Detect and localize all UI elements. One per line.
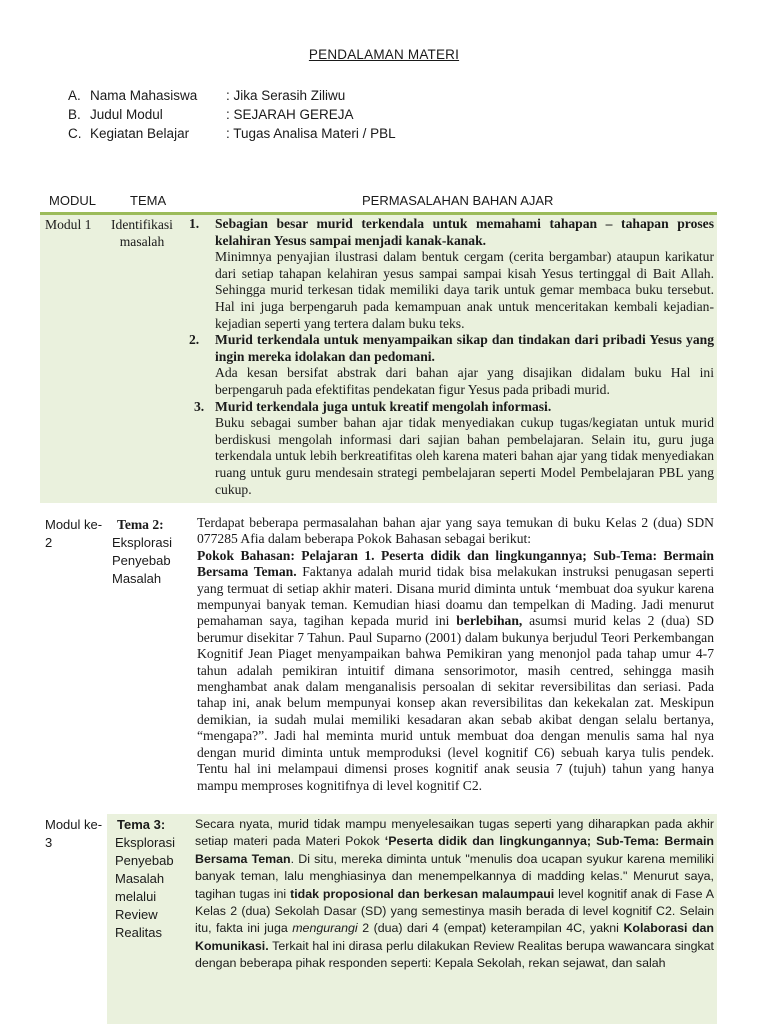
row3-tema-cell bbox=[112, 816, 192, 942]
row3-text-4: 2 (dua) dari 4 (empat) keterampilan 4C, yakni bbox=[357, 921, 624, 936]
row2-paragraph bbox=[197, 548, 714, 794]
identity-key: Nama Mahasiswa bbox=[90, 88, 198, 103]
header-permasalahan: PERMASALAHAN BAHAN AJAR bbox=[362, 193, 554, 208]
item-number: 2. bbox=[189, 332, 200, 348]
row2-bold-1: Pokok Bahasan: Pelajaran 1. Peserta didik dan lingkungannya; Sub-Tema: Bermain Bersama Teman. bbox=[197, 547, 714, 580]
row2-text-2: asumsi murid kelas 2 (dua) SD berumur disekitar 7 Tahun. Paul Suparno (2001) dalam bukunya berjudul Teori Perkembangan Kognitif Jean Piaget menyampaikan bahwa Pemikiran yang menonjol pada tahap umur 4-7 tahun adalah pemikiran intuitif dimana sensorimotor, masih centred, sehingga masih menghambat anak dalam menganalisis persoalan di sekitar reversibilitas dan seriasi. Pada tahap ini, anak belum mempunyai konsep akan reversibilitas dan kekekalan zat. Meskipun demikian, ia sudah mulai memiliki kesadaran akan sebab akibat dengan selalu bertanya, “mengapa?”. Jadi hal meminta murid untuk membuat doa dengan menulis sama hal nya dengan murid diminta untuk memproduksi (level kognitif C6) sebuah karya tulis pendek. Tentu hal ini melampaui dimensi proses kognitif anak seusia 7 (tujuh) tahun yang hanya mampu memproses kognitifnya di level kognitif C2. bbox=[197, 613, 714, 793]
row3-modul: Modul ke-3 bbox=[45, 817, 103, 850]
row2-tema-title: Tema 2: bbox=[117, 517, 164, 532]
table-row-modul-2 bbox=[40, 514, 717, 814]
identity-row-kegiatan bbox=[68, 124, 396, 143]
item-number: 1. bbox=[189, 216, 200, 231]
row3-content bbox=[195, 816, 714, 973]
row3-tema: Eksplorasi Penyebab Masalah melalui Review Realitas bbox=[115, 835, 175, 940]
row1-tema: Identifikasi masalah bbox=[111, 217, 173, 249]
page-title: PENDALAMAN MATERI bbox=[308, 47, 460, 62]
item-body: Ada kesan bersifat abstrak dari bahan ajar yang disajikan didalam buku Hal ini berpengaruh pada efektifitas pendekatan figur Yesus pada pribadi murid. bbox=[215, 365, 714, 397]
row3-text-1: Secara nyata, murid tidak mampu menyelesaikan tugas seperti yang diharapkan pada akhir setiap materi pada Materi Pokok bbox=[195, 817, 714, 849]
table-row-modul-3 bbox=[40, 814, 717, 1024]
row2-tema-cell bbox=[112, 516, 192, 588]
row2-tema: Eksplorasi Penyebab Masalah bbox=[112, 535, 172, 586]
problem-item-3 bbox=[194, 398, 714, 499]
row2-text-1: Faktanya adalah murid tidak bisa melakukan instruksi penugasan seperti yang termuat di setiap akhir materi. Disana murid diminta untuk ‘membuat doa syukur karena mempunyai banyak teman. Kemudian hiasi doamu dan tempelkan di Mading. Jadi menurut pemahaman saya, tagihan kepada murid ini bbox=[197, 564, 714, 629]
identity-letter: B. bbox=[68, 107, 81, 122]
identity-letter: A. bbox=[68, 88, 81, 103]
row2-intro: Terdapat beberapa permasalahan bahan ajar yang saya temukan di buku Kelas 2 (dua) SDN 077285 Afia dalam beberapa Pokok Bahasan sebagai berikut: bbox=[197, 515, 714, 547]
identity-key: Kegiatan Belajar bbox=[90, 126, 190, 141]
row1-modul: Modul 1 bbox=[45, 217, 92, 232]
identity-key: Judul Modul bbox=[90, 107, 163, 122]
identity-value: : Tugas Analisa Materi / PBL bbox=[226, 126, 396, 141]
row3-text-3: level kognitif anak di Fase A Kelas 2 (dua) Sekolah Dasar (SD) yang semestinya masih berada di level kognitif C2. Selain itu, fakta ini juga bbox=[195, 886, 714, 936]
row2-content bbox=[197, 515, 714, 794]
row2-bold-2: berlebihan, bbox=[456, 613, 523, 629]
identity-letter: C. bbox=[68, 126, 82, 141]
item-heading: Murid terkendala untuk menyampaikan sikap dan tindakan dari pribadi Yesus yang ingin mereka idolakan dan pedomani. bbox=[215, 332, 714, 364]
identity-row-nama bbox=[68, 86, 396, 105]
item-body: Buku sebagai sumber bahan ajar tidak menyediakan cukup tugas/kegiatan untuk murid berdiskusi mengolah informasi dari sajian bahan pembelajaran. Selain itu, guru juga terkendala untuk lebih berkreatifitas oleh karena materi bahan ajar yang tidak menyediakan ruang untuk guru mendesain strategi pembelajaran seperti Model Pembelajaran PBL yang cukup. bbox=[215, 415, 714, 497]
row1-content bbox=[189, 216, 714, 498]
identity-row-judul bbox=[68, 105, 396, 124]
row3-text-5: Terkait hal ini dirasa perlu dilakukan Review Realitas berupa wawancara singkat dengan beberapa pihak responden seperti: Kepala Sekolah, rekan sejawat, dan salah bbox=[195, 938, 714, 971]
header-modul: MODUL bbox=[49, 193, 96, 208]
identity-value: : SEJARAH GEREJA bbox=[226, 107, 354, 122]
problem-item-1 bbox=[189, 216, 714, 332]
row3-bold-2: tidak proposional dan berkesan malaumpaui bbox=[290, 886, 555, 901]
problem-item-2 bbox=[189, 332, 714, 398]
row3-italic-1: mengurangi bbox=[292, 921, 358, 936]
item-number: 3. bbox=[194, 398, 205, 414]
header-tema: TEMA bbox=[130, 193, 167, 208]
item-body: Minimnya penyajian ilustrasi dalam bentuk cergam (cerita bergambar) ataupun karikatur dari setiap tahapan kelahiran yesus sampai sampai kisah Yesus tertinggal di Bait Allah. Sehingga murid terkesan tidak memiliki daya tarik untuk gemar membaca buku tersebut. Hal ini juga berpengaruh pada kemampuan anak untuk menceritakan kembali kejadian-kejadian seperti yang tertera dalam buku teks. bbox=[215, 249, 714, 331]
item-heading: Murid terkendala juga untuk kreatif mengolah informasi. bbox=[215, 398, 552, 414]
row3-tema-title: Tema 3: bbox=[117, 817, 166, 832]
table-row-modul-1 bbox=[40, 215, 717, 503]
row3-text-2: . Di situ, mereka diminta untuk "menulis doa ucapan syukur karena memiliki banyak teman, lalu menghiasinya dan menempelkannya di madding kelas." Menurut saya, tagihan tugas ini bbox=[195, 851, 714, 901]
row2-modul: Modul ke-2 bbox=[45, 517, 103, 550]
item-heading: Sebagian besar murid terkendala untuk memahami tahapan – tahapan proses kelahiran Yesus sampai menjadi kanak-kanak. bbox=[215, 216, 714, 248]
row3-bold-3: Kolaborasi dan Komunikasi. bbox=[195, 921, 715, 953]
identity-list bbox=[68, 86, 396, 143]
identity-value: : Jika Serasih Ziliwu bbox=[226, 88, 346, 103]
row3-bold-1: ‘Peserta didik dan lingkungannya; Sub-Tema: Bermain Bersama Teman bbox=[195, 834, 714, 866]
table-header bbox=[40, 193, 710, 213]
